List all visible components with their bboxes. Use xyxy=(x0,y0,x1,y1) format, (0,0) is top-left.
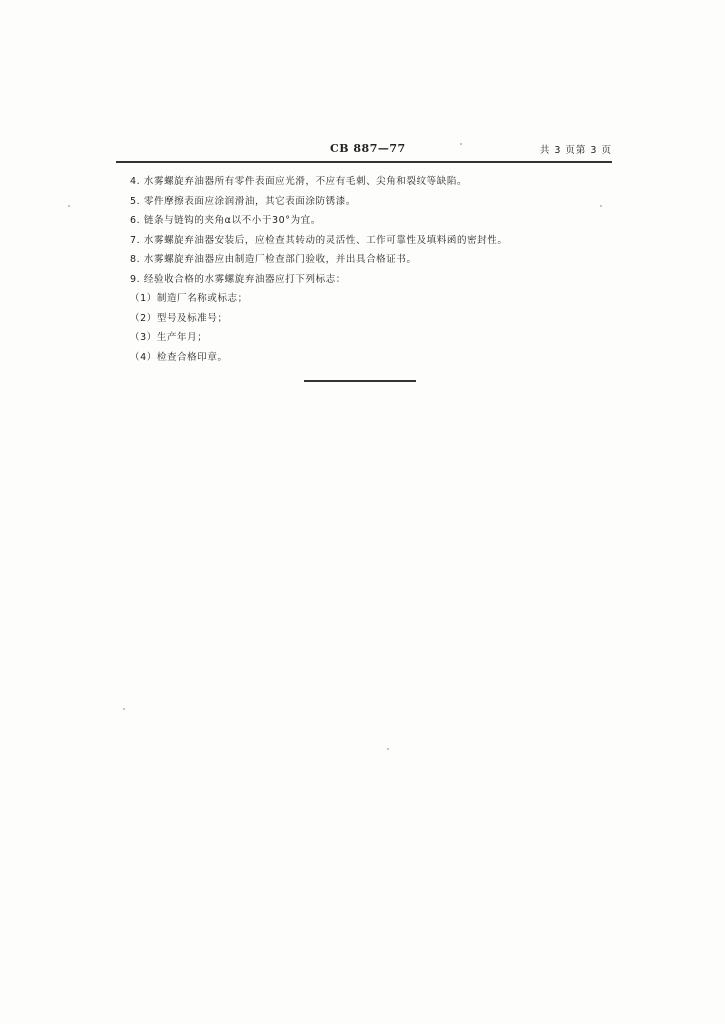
scan-speck xyxy=(387,748,389,750)
end-of-document-rule xyxy=(304,380,416,382)
list-item: 8. 水雾螺旋弃油器应由制造厂检查部门验收，并出具合格证书。 xyxy=(130,254,417,265)
list-item: 5. 零件摩擦表面应涂润滑油，其它表面涂防锈漆。 xyxy=(130,195,356,207)
list-item: （3）生产年月； xyxy=(130,332,208,343)
requirements-list xyxy=(130,172,590,367)
scan-speck xyxy=(123,708,125,710)
list-item: （1）制造厂名称或标志； xyxy=(130,293,248,304)
scan-speck xyxy=(460,143,462,145)
document-code: CB 887—77 xyxy=(330,142,406,155)
scan-speck xyxy=(68,205,70,207)
list-item: 7. 水雾螺旋弃油器安装后，应检查其转动的灵活性、工作可靠性及填料函的密封性。 xyxy=(130,234,508,246)
list-item: 9. 经验收合格的水雾螺旋弃油器应打下列标志： xyxy=(130,273,346,285)
header-divider xyxy=(116,161,612,163)
list-item: 6. 链条与链钩的夹角α以不小于30°为宜。 xyxy=(130,215,321,226)
list-item: （2）型号及标准号； xyxy=(130,312,228,324)
scan-speck xyxy=(600,205,602,207)
page-number-info: 共 3 页第 3 页 xyxy=(539,145,612,156)
list-item: （4）检查合格印章。 xyxy=(130,351,228,363)
list-item: 4. 水雾螺旋弃油器所有零件表面应光滑，不应有毛刺、尖角和裂纹等缺陷。 xyxy=(130,176,468,187)
